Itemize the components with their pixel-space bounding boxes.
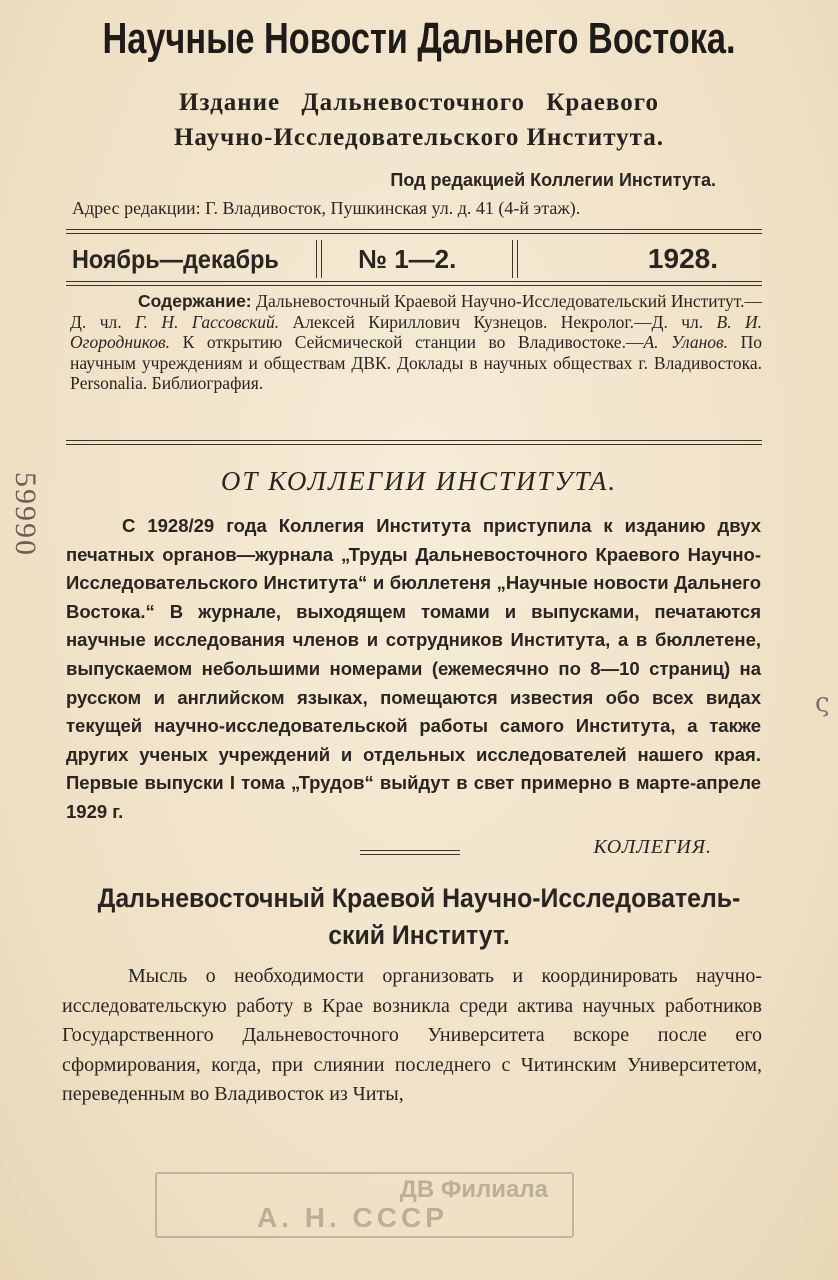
signature-rule [360, 850, 460, 855]
library-stamp [155, 1172, 574, 1238]
publisher-line-2: Научно-Исследовательского Института. [173, 124, 664, 151]
contents-author: А. Уланов. [643, 332, 729, 352]
contents-label: Содержание: [138, 291, 252, 311]
editorial-body [66, 512, 761, 827]
editorial-signature: КОЛЛЕГИЯ. [593, 836, 712, 858]
article-paragraph: Мысль о необходимости организовать и координировать научно-исследовательскую работу в Крае возникла среди актива научных работников Государственного Дальневосточного Университета вскоре после его сформирования, когда, при слиянии последнего с Читинским Университетом, переведенным во Владивосток из Читы, [62, 965, 762, 1105]
issue-year: 1928. [647, 243, 718, 274]
contents-text: Дальневосточный Краевой Научно-Исследовательский Институт.—Д. чл. [70, 291, 762, 332]
divider-contents-bottom [66, 440, 762, 445]
contents-text: Алексей Кириллович Кузнецов. Некролог.—Д. чл. [279, 311, 717, 332]
publisher-line-1: Издание Дальневосточного Краевого [179, 89, 659, 116]
margin-inventory-number: 59990 [9, 472, 42, 557]
contents-text: По научным учреждениям и обществам ДВК. Доклады в научных обществах г. Владивостока. Personalia. Библиография. [70, 332, 763, 393]
editorial-address: Адрес редакции: Г. Владивосток, Пушкинская ул. д. 41 (4-й этаж). [72, 198, 581, 218]
divider-top [66, 229, 762, 234]
stamp-line-1: ДВ Филиала [399, 1176, 548, 1203]
issue-number: № 1—2. [358, 244, 457, 274]
editor-line: Под редакцией Коллегии Института. [390, 170, 716, 190]
article-title [34, 880, 805, 954]
divider-dateline-bottom [66, 281, 762, 286]
issue-months: Ноябрь—декабрь [72, 244, 279, 274]
editorial-paragraph: С 1928/29 года Коллегия Института приступила к изданию двух печатных органов—журнала „Труды Дальневосточного Краевого Научно-Исследовательского Института“ и бюллетеня „Научные новости Дальнего Востока.“ В журнале, выходящем томами и выпусками, печатаются научные исследования членов и сотрудников Института, а в бюллетене, выпускаемом небольшими номерами (ежемесячно по 8—10 страниц) на русском и английском языках, помещаются известия обо всех видах текущей научно-исследовательской работы самого Института, а также других ученых учреждений и отдельных исследователей нашего края. Первые выпуски I тома „Трудов“ выйдут в свет примерно в марте-апреле 1929 г. [66, 515, 761, 822]
article-title-line-2: ский Институт. [328, 920, 510, 950]
masthead-title: Научные Новости Дальнего Востока. [102, 14, 736, 63]
article-title-line-1: Дальневосточный Краевой Научно-Исследователь- [97, 883, 741, 913]
editorial-heading: ОТ КОЛЛЕГИИ ИНСТИТУТА. [220, 466, 618, 496]
contents-text: К открытию Сейсмической станции во Владивостоке.— [170, 332, 644, 352]
table-of-contents [70, 291, 762, 394]
column-divider [316, 240, 322, 278]
pencil-mark-icon: ς [815, 688, 830, 718]
contents-author: В. И. Огородников. [70, 311, 762, 352]
dateline [66, 238, 762, 280]
contents-author: Г. Н. Гассовский. [135, 311, 280, 332]
article-body [62, 962, 762, 1110]
column-divider [512, 240, 518, 278]
stamp-line-2: А. Н. СССР [257, 1202, 448, 1233]
